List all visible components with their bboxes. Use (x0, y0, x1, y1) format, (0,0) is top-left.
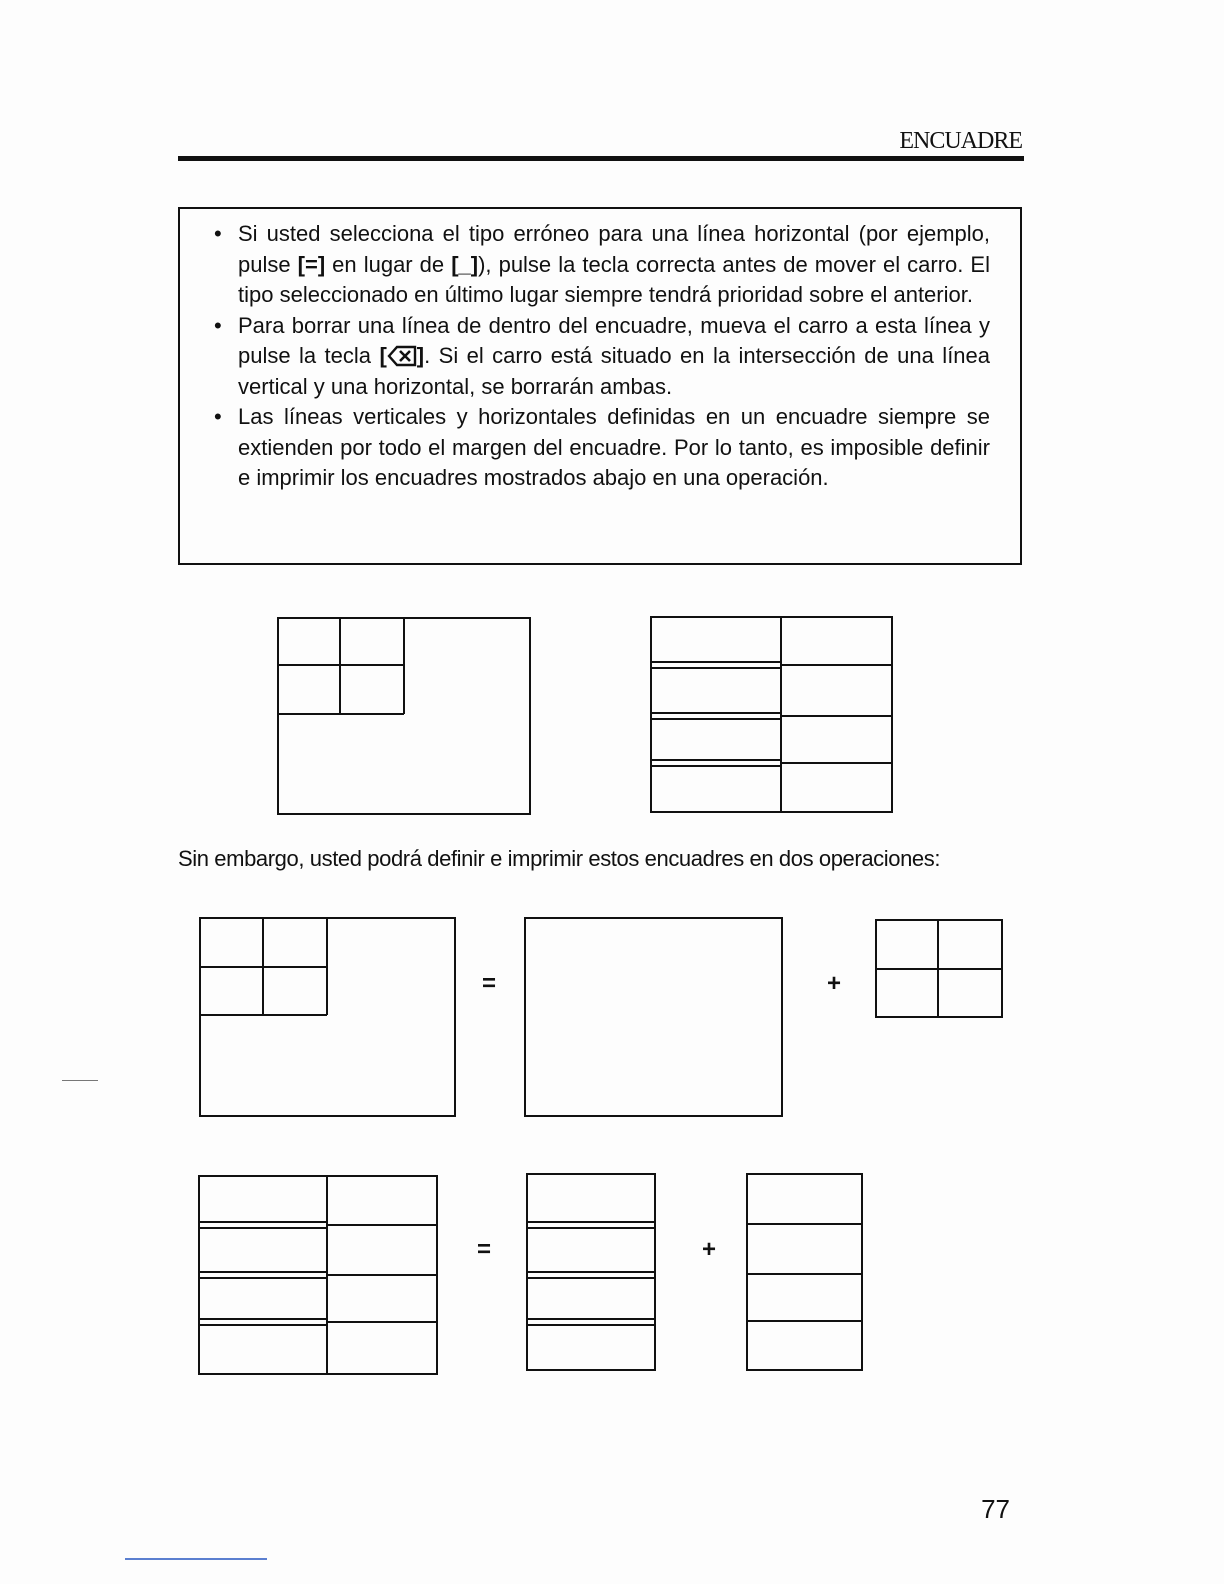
note-text: Si usted selecciona el tipo erróneo para una línea horizontal (por ejemplo, pulse (238, 221, 990, 277)
frame-single-lines (746, 1173, 864, 1373)
note-text: . Si el carro está situado en la intersección de una línea vertical y una horizontal, se borrarán ambas. (238, 343, 991, 399)
note-box (178, 207, 1022, 565)
frame-double-lines-only (526, 1173, 657, 1373)
combined-frame-double-lines (198, 1175, 439, 1377)
delete-key (379, 343, 424, 368)
plus-sign: + (827, 970, 842, 997)
impossible-frame-grid-corner (277, 617, 532, 817)
caption-two-operations: Sin embargo, usted podrá definir e imprimir estos encuadres en dos operaciones: (178, 846, 941, 871)
note-text: en lugar de (325, 251, 452, 277)
equals-key: [=] (297, 251, 326, 277)
page-number: 77 (981, 1494, 1010, 1524)
equals-sign: = (482, 970, 497, 997)
note-list (180, 209, 1020, 494)
equals-sign: = (477, 1236, 492, 1263)
delete-key-icon (387, 345, 417, 367)
note-item-lines-extend (214, 402, 990, 494)
impossible-frame-double-lines (650, 616, 895, 814)
note-item-delete-line (214, 311, 990, 403)
small-grid-frame (875, 919, 1004, 1020)
key-bracket-close: ] (416, 343, 425, 368)
plus-sign: + (702, 1236, 717, 1263)
page-header-title: ENCUADRE (899, 128, 1022, 154)
note-text: ), pulse la tecla correcta antes de mover el carro. El tipo seleccionado en último lugar siempre tendrá prioridad sobre el anterior. (238, 251, 990, 307)
note-text: Para borrar una línea de dentro del encuadre, mueva el carro a esta línea y pulse la tecla (238, 312, 990, 368)
note-text: Las líneas verticales y horizontales definidas en un encuadre siempre se extienden por todo el margen del encuadre. Por lo tanto, es imposible definir e imprimir los encuadres mostrados abajo en una operación. (238, 404, 990, 490)
header-rule (178, 156, 1024, 161)
outer-frame-only (524, 917, 784, 1119)
underscore-key: [_] (451, 251, 479, 277)
margin-mark (62, 1080, 98, 1081)
combined-frame-grid-corner (199, 917, 457, 1119)
key-bracket-open: [ (379, 343, 387, 368)
bottom-link-underline (125, 1558, 267, 1560)
note-item-wrong-line-type (214, 219, 990, 311)
